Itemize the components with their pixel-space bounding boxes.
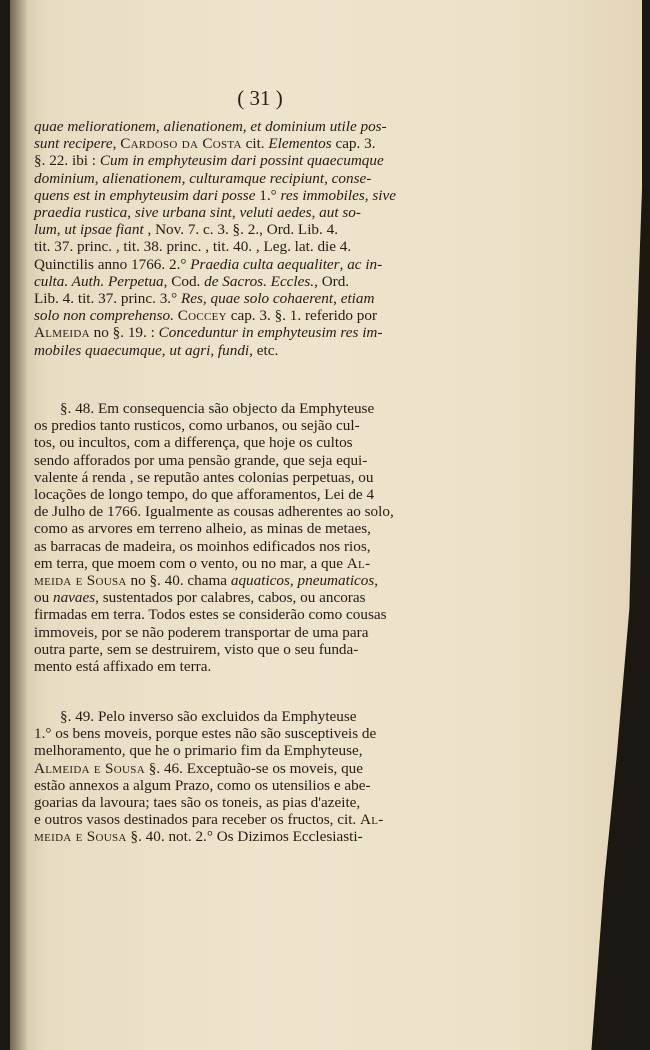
author-name: meida e Sousa [34,828,127,846]
text-line [34,307,452,324]
text-run: §. 40. not. 2.° Os Dizimos Ecclesiasti- [126,828,363,846]
italic-text: sive urbana sint [134,204,232,222]
text-line [34,417,452,434]
text-run: ou [34,589,53,607]
italic-text: alienationem [163,118,243,135]
text-line [34,520,452,537]
text-run: cap. 3. [331,135,376,153]
text-run: , [231,204,240,222]
text-run: os predios tanto rusticos, como urbanos, ou sejão cul- [34,417,360,435]
text-line [34,742,452,759]
text-run: , [289,572,298,590]
italic-text: culturamque recipiunt [189,169,325,187]
text-run: Lib. 4. tit. 37. princ. 3.° [34,290,181,308]
text-run: outra parte, sem se destruirem, visto que o seu funda- [34,640,359,658]
text-line [34,538,452,555]
text-line [34,760,452,777]
text-run: as barracas de madeira, os moinhos edificados nos rios, [34,537,371,555]
text-run: , Ord. [314,272,350,290]
text-run: no §. 40. chama [126,572,231,590]
author-name: Al- [346,554,371,572]
text-run: , [112,135,121,153]
italic-text: etiam [340,290,375,308]
text-line [34,238,452,255]
text-line [34,725,452,742]
text-run: , [94,169,103,187]
paragraph-section-49 [34,708,452,846]
text-line [34,324,452,341]
text-run: , [181,169,190,187]
text-line [34,187,452,204]
text-line [34,572,452,589]
text-line [34,256,452,273]
text-line [34,503,452,520]
italic-text: culta. Auth. Perpetua [34,272,164,290]
author-name: Almeida e Sousa [34,759,145,777]
text-line [34,828,452,845]
italic-text: de Sacros. Eccles. [204,272,315,290]
italic-text: aquaticos [230,572,290,590]
text-run: immoveis, por se não poderem transportar de uma para [34,623,369,641]
text-line [34,452,452,469]
text-run: cit. [241,135,269,153]
text-run: , [333,290,341,308]
text-run: §. 46. Exceptuão-se os moveis, que [144,759,364,777]
text-run: e outros vasos destinados para receber os fructos, cit. [34,811,361,829]
italic-text: Res [180,290,203,308]
text-run: em terra, que moem com o vento, ou no mar, a que [34,554,347,572]
text-run: , Cod. [163,272,205,290]
text-run: melhoramento, que he o primario fim da Emphyteuse, [34,742,363,760]
italic-text: Elementos [268,135,332,153]
text-run: valente á renda , se reputão antes colonias perpetuas, ou [34,468,374,486]
author-name: Cardoso da Costa [120,135,242,153]
text-run: , [242,118,251,135]
italic-text: lum [34,221,57,239]
text-line [34,658,452,675]
text-run: , [324,169,332,187]
italic-text: pneumaticos [297,572,375,590]
text-run: mento está affixado em terra. [34,658,212,676]
text-line [34,794,452,811]
text-run: , [161,341,170,359]
author-name: Almeida [34,324,90,342]
author-name: meida e Sousa [34,572,127,590]
italic-text: quae meliorationem [34,118,156,135]
text-line [34,777,452,794]
italic-text: veluti aedes [239,204,312,222]
text-run: , [374,572,379,590]
text-line [34,135,452,152]
text-line [34,486,452,503]
text-run: , sustentados por calabres, cabos, ou ancoras [95,589,366,607]
italic-text: ac in- [347,255,383,273]
text-line [34,152,452,169]
text-run: cap. 3. §. 1. referido por [226,307,378,325]
text-line [34,708,452,725]
text-run: 1.° os bens moveis, porque estes não são susceptiveis de [34,725,377,743]
text-run: §. 22. ibi : [34,152,100,170]
text-line [34,118,452,135]
italic-text: dominium [34,169,95,187]
author-name: Coccey [177,307,227,325]
text-run: firmadas em terra. Todos estes se considerão como cousas [34,606,387,624]
text-line [34,204,452,221]
italic-text: solo non comprehenso. [34,307,174,325]
text-line [34,624,452,641]
text-line [34,434,452,451]
text-line [34,606,452,623]
author-name: Al- [360,811,384,829]
page-gutter-shadow [10,0,28,1050]
italic-text: conse- [331,169,372,187]
text-run: tos, ou incultos, com a differença, que hoje os cultos [34,434,353,452]
text-run: , etc. [249,341,279,359]
text-run: §. 48. Em consequencia são objecto da Emphyteuse [60,400,375,417]
text-line [34,469,452,486]
text-run: de Julho de 1766. Igualmente as cousas adherentes ao solo, [34,503,394,521]
text-run: , [311,204,320,222]
text-run: no §. 19. : [89,324,159,342]
text-run: , [127,204,135,222]
text-run: como as arvores em terreno alheio, as minas de metaes, [34,520,371,538]
italic-text: et dominium utile pos- [250,118,387,135]
text-run: , [339,255,348,273]
text-run: goarias da lavoura; taes são os toneis, as pias d'azeite, [34,794,361,812]
italic-text: quens est in emphyteusim dari posse [34,186,256,204]
text-line [34,589,452,606]
italic-text: res immobiles, sive [280,186,396,204]
paragraph-section-48 [34,400,452,675]
text-run: Quinctilis anno 1766. 2.° [34,255,191,273]
italic-text: Conceduntur in emphyteusim res im- [158,324,383,342]
text-line [34,641,452,658]
text-run: §. 49. Pelo inverso são excluidos da Emphyteuse [60,708,357,725]
text-run: , Nov. 7. c. 3. §. 2., Ord. Lib. 4. [143,221,339,239]
italic-text: alienationem [102,169,182,187]
italic-text: praedia rustica [34,204,128,222]
italic-text: fundi [217,341,250,359]
text-run: , [155,118,164,135]
text-line [34,221,452,238]
text-line [34,170,452,187]
italic-text: ut agri [169,341,211,359]
text-run: , [210,341,218,359]
text-run: locações de longo tempo, do que afforamentos, Lei de 4 [34,486,375,504]
text-line [34,290,452,307]
paragraph-continuation [34,118,452,359]
text-line [34,555,452,572]
text-line [34,400,452,417]
text-run: tit. 37. princ. , tit. 38. princ. , tit. 40. , Leg. lat. die 4. [34,238,352,256]
italic-text: quae solo cohaerent [210,290,334,308]
italic-text: mobiles quaecumque [34,341,162,359]
text-run: , [56,221,65,239]
italic-text: ut ipsae fiant [64,221,144,239]
text-run: estão annexos a algum Prazo, como os utensilios e abe- [34,776,371,794]
page-number: ( 31 ) [237,86,283,110]
text-line [34,811,452,828]
text-run: 1.° [255,186,281,204]
italic-text: sunt recipere [34,135,113,153]
italic-text: Praedia culta aequaliter [190,255,340,273]
text-line [34,342,452,359]
italic-text: navaes [52,589,96,607]
italic-text: Cum in emphyteusim dari possint quaecumque [99,152,384,170]
italic-text: aut so- [319,204,361,222]
text-run: sendo afforados por uma pensão grande, que seja equi- [34,451,368,469]
text-run: , [202,290,211,308]
text-line [34,273,452,290]
